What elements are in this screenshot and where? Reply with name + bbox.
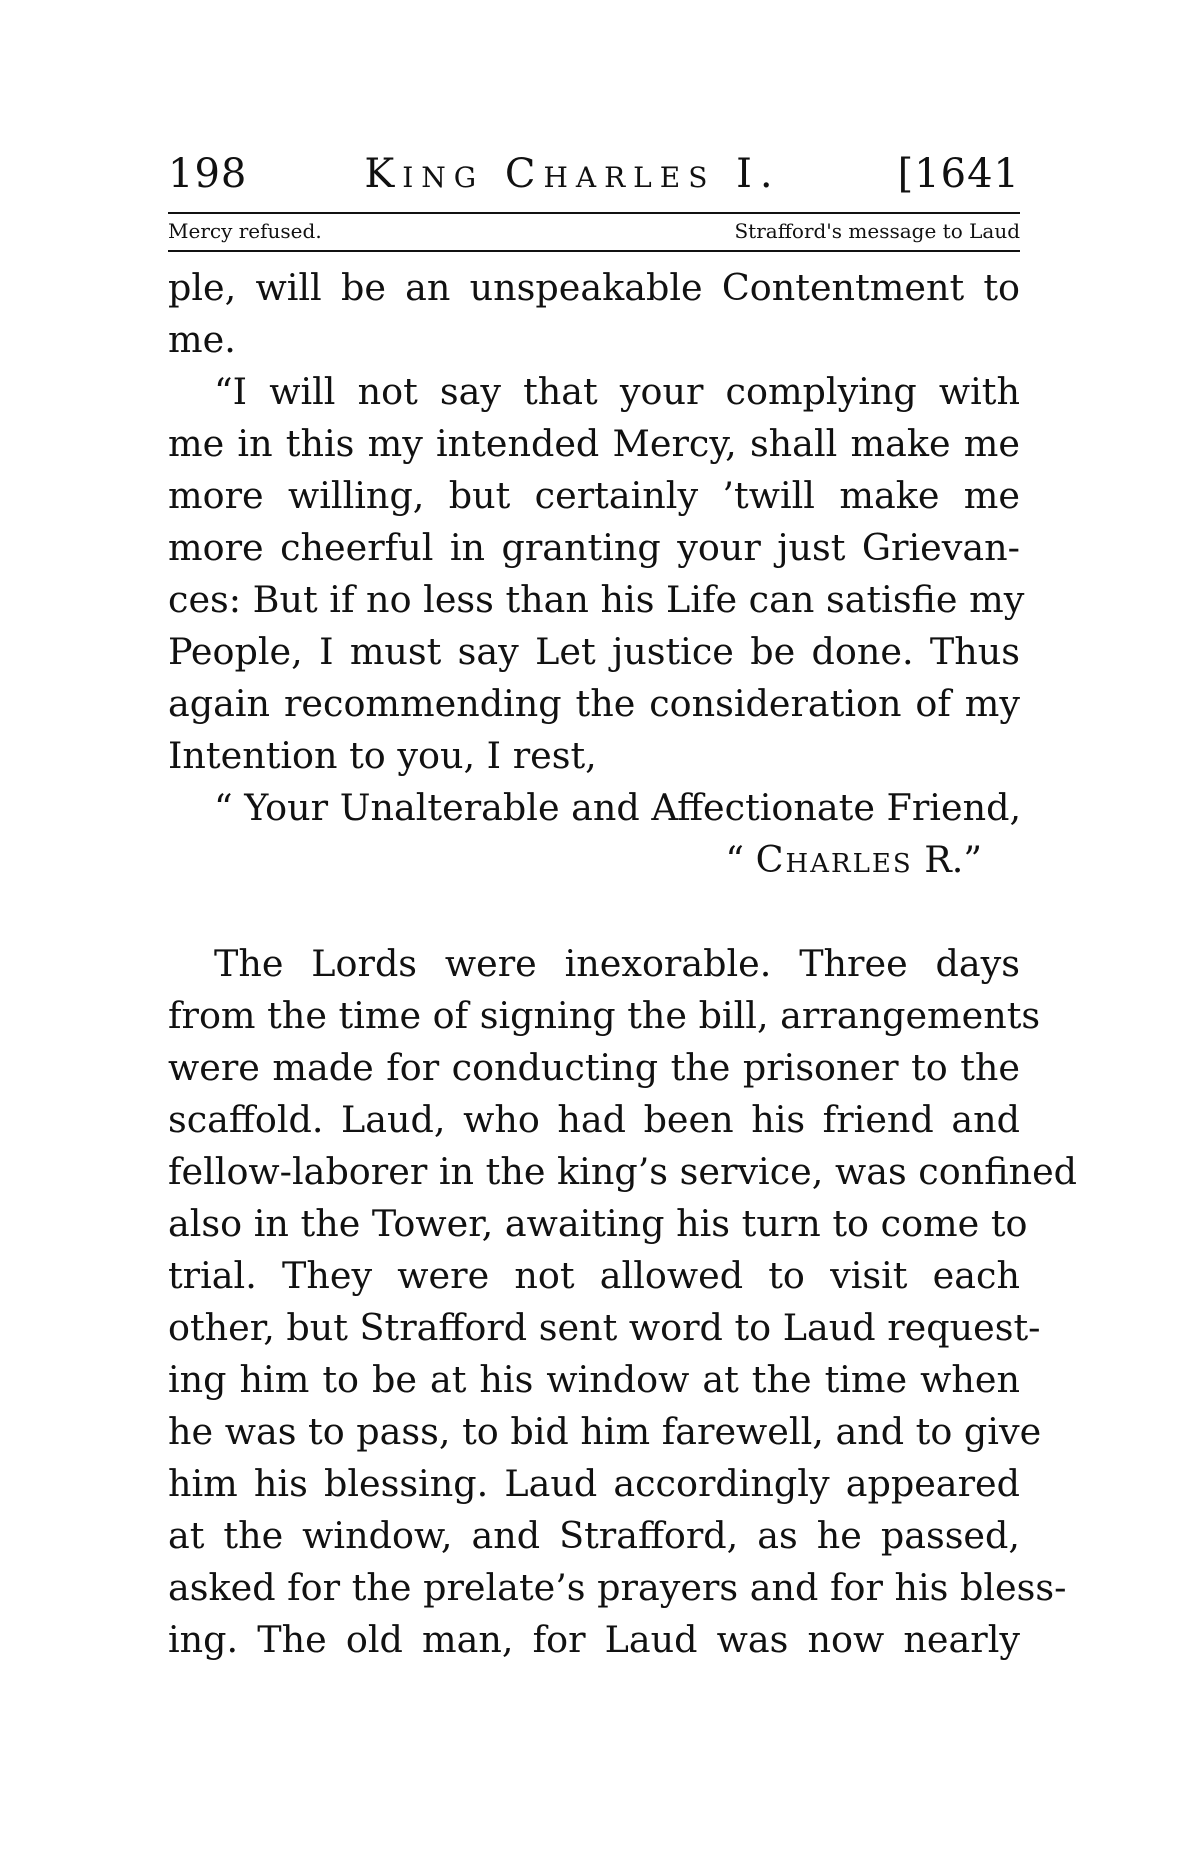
- body-text: [168, 262, 1078, 1666]
- letter-signature: [168, 834, 1020, 886]
- text-line: at the window, and Strafford, as he passed,: [168, 1514, 1020, 1557]
- text-line: Intention to you, I rest,: [168, 734, 597, 777]
- text-line: again recommending the consideration of my: [168, 682, 1020, 725]
- sidenotes: [168, 214, 1020, 250]
- sidenote-left: Mercy refused.: [168, 219, 322, 243]
- text-line: also in the Tower, awaiting his turn to come to: [168, 1202, 1028, 1245]
- text-line: People, I must say Let justice be done. Thus: [168, 630, 1020, 673]
- header-rule-bottom: [168, 250, 1020, 252]
- text-line: “I will not say that your complying with: [214, 370, 1020, 413]
- text-line: scaffold. Laud, who had been his friend and: [168, 1098, 1020, 1141]
- text-line: me.: [168, 318, 236, 361]
- text-line: “ Your Unalterable and Affectionate Friend,: [214, 786, 1022, 829]
- narrative-paragraph: [168, 938, 1078, 1666]
- text-line: other, but Strafford sent word to Laud request-: [168, 1306, 1041, 1349]
- text-line: ing him to be at his window at the time when: [168, 1358, 1020, 1401]
- text-line: me in this my intended Mercy, shall make me: [168, 422, 1020, 465]
- text-line: were made for conducting the prisoner to the: [168, 1046, 1020, 1089]
- text-line: he was to pass, to bid him farewell, and to give: [168, 1410, 1042, 1453]
- text-line: trial. They were not allowed to visit each: [168, 1254, 1020, 1297]
- text-line: ing. The old man, for Laud was now nearly: [168, 1618, 1020, 1661]
- text-line: ple, will be an unspeakable Contentment to: [168, 266, 1020, 309]
- running-head: [168, 150, 1020, 198]
- text-line: The Lords were inexorable. Three days: [214, 942, 1020, 985]
- paragraph-gap: [168, 886, 1020, 938]
- text-line: asked for the prelate’s prayers and for his bless-: [168, 1566, 1067, 1609]
- page-number: 198: [168, 151, 248, 197]
- running-title: King Charles I.: [364, 151, 781, 197]
- text-line: him his blessing. Laud accordingly appeared: [168, 1462, 1020, 1505]
- text-line: more cheerful in granting your just Grievan-: [168, 526, 1020, 569]
- text-line: more willing, but certainly ’twill make me: [168, 474, 1020, 517]
- letter-paragraph: [168, 262, 1025, 886]
- signature-open-quote: “: [725, 838, 756, 881]
- text-line: fellow-laborer in the king’s service, was confined: [168, 1150, 1078, 1193]
- text-line: from the time of signing the bill, arrangements: [168, 994, 1041, 1037]
- text-line: ces: But if no less than his Life can satisfie my: [168, 578, 1025, 621]
- sidenote-right: Strafford's message to Laud: [734, 219, 1020, 243]
- signature-initial: R.”: [912, 838, 982, 881]
- running-year: [1641: [897, 151, 1020, 197]
- book-page: [168, 150, 1078, 1666]
- signature-name: Charles: [755, 838, 913, 881]
